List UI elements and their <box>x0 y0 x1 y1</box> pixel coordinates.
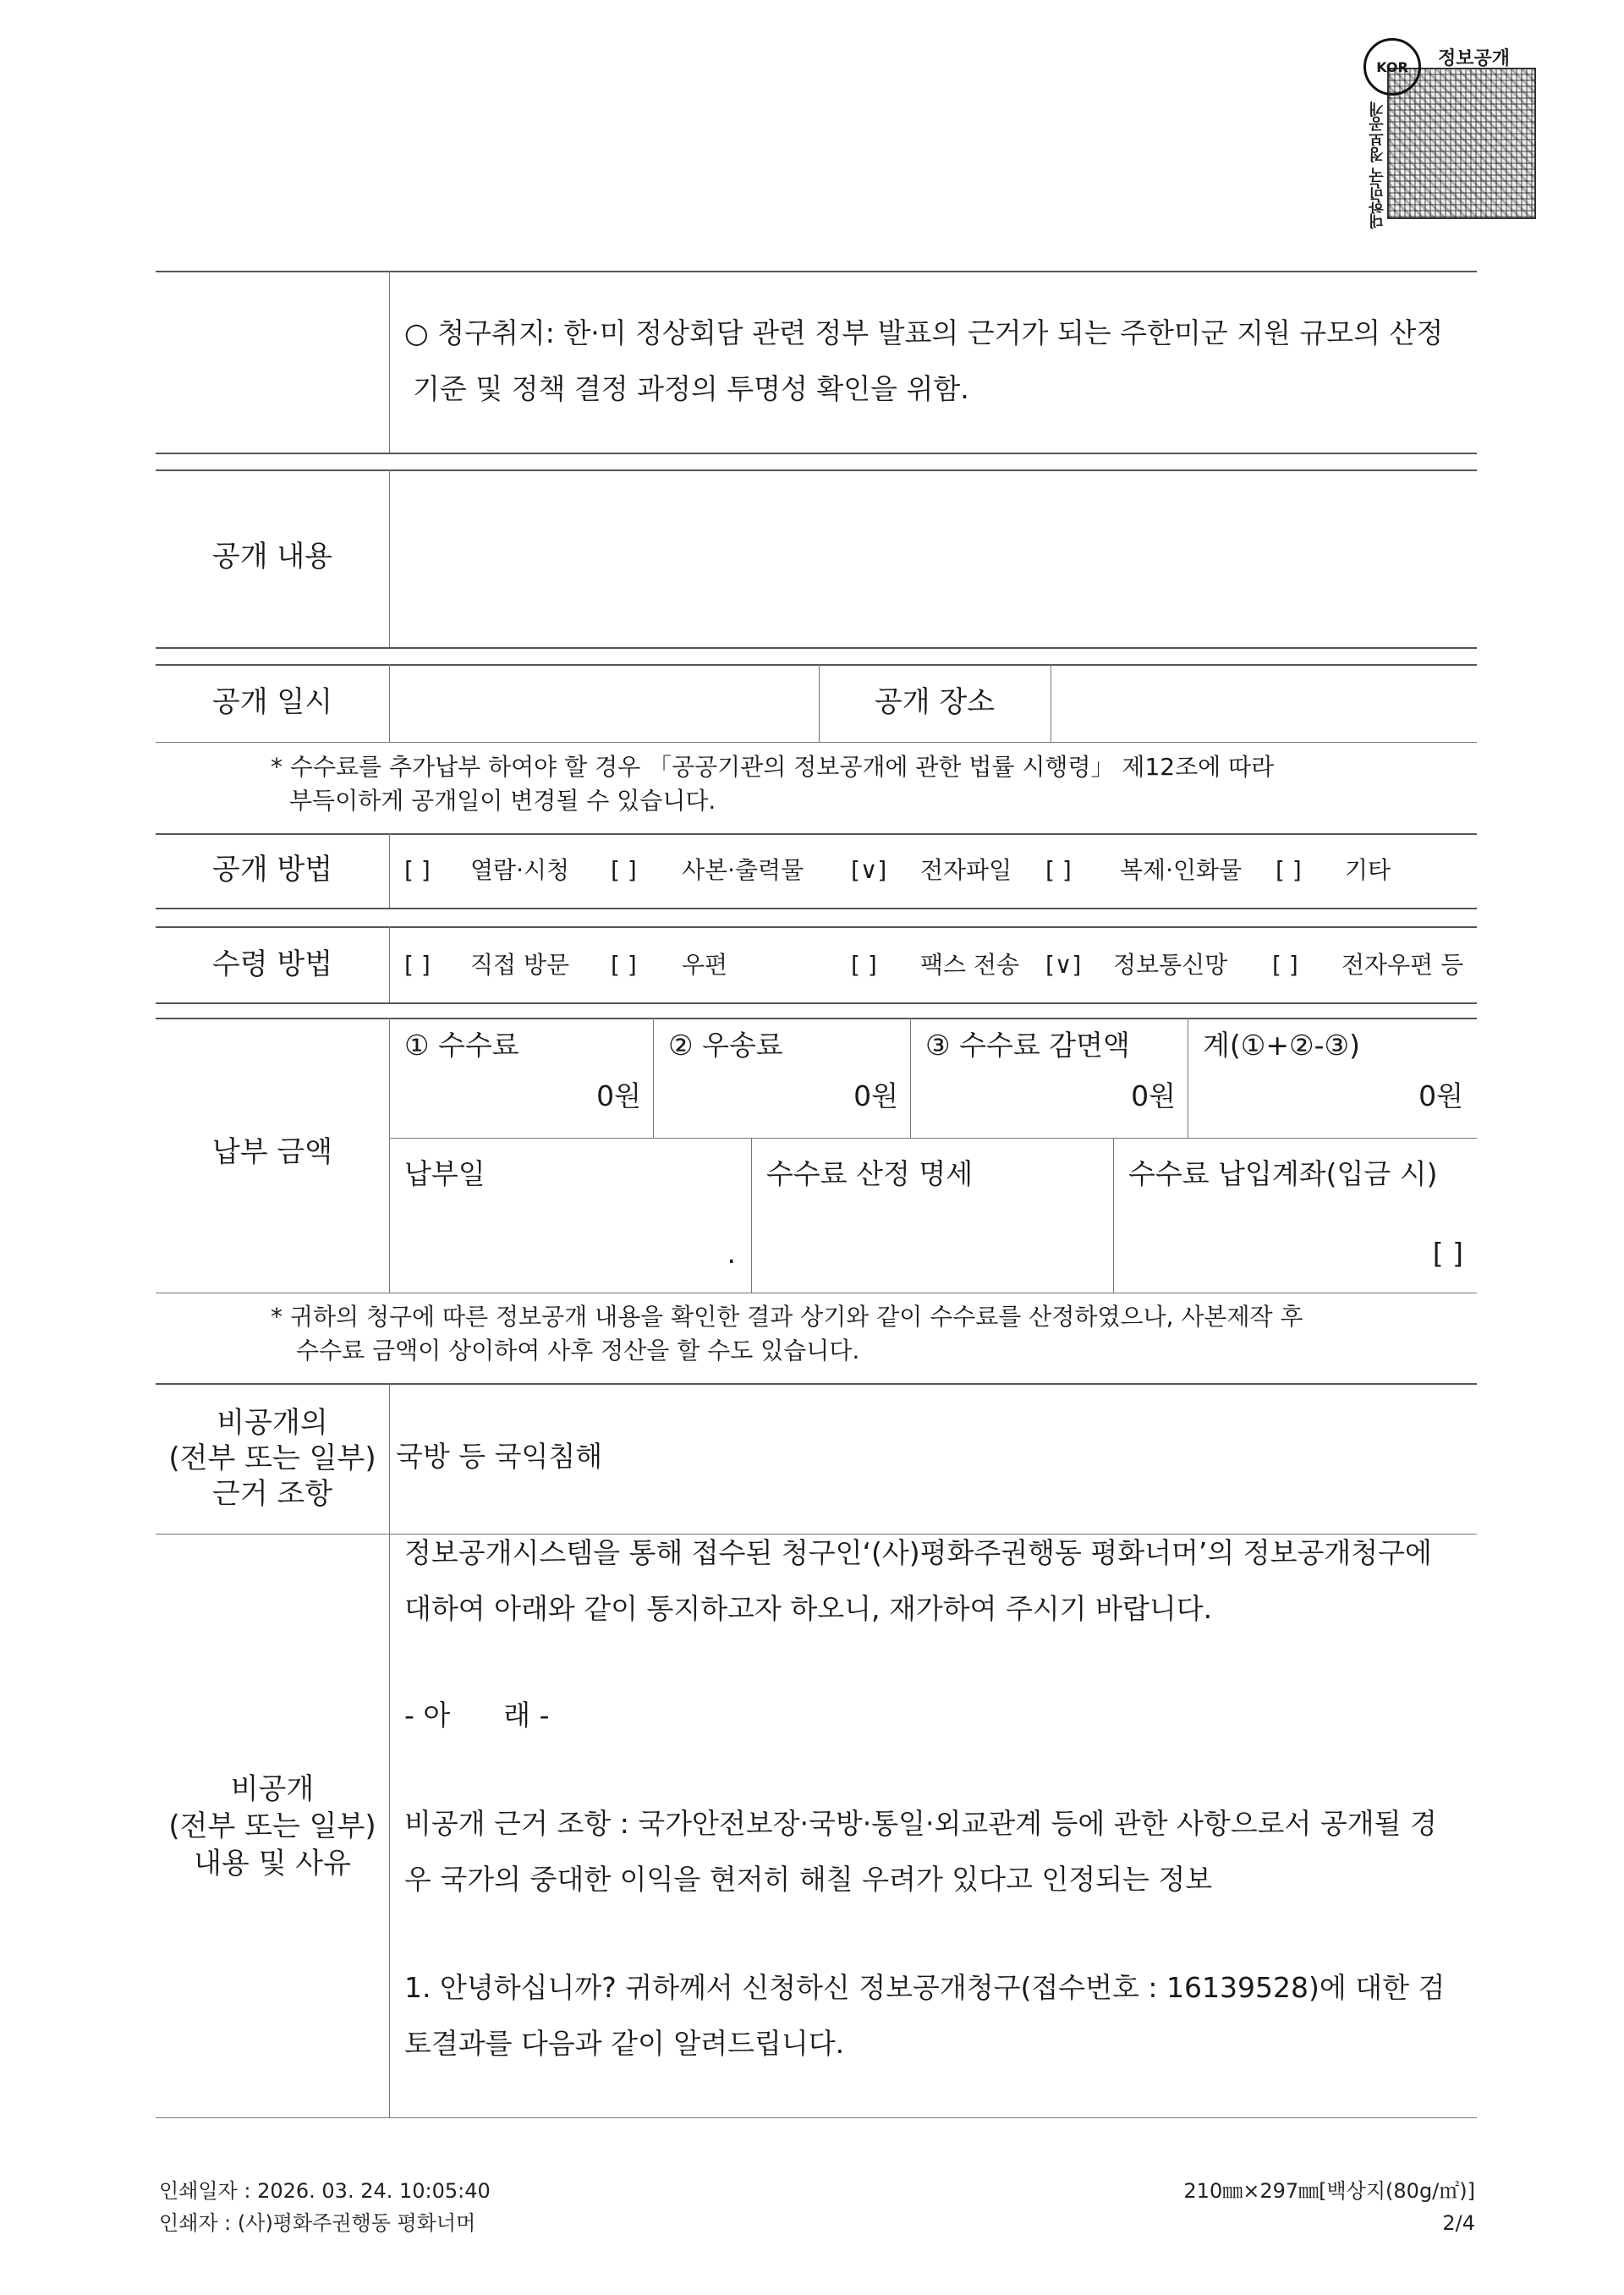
disclosure-method-label: 공개 방법 <box>211 853 333 887</box>
stamp-title: 정보공개 <box>1438 48 1511 69</box>
footer-paper-size: 210㎜×297㎜[백상지(80g/㎡)] <box>1183 2179 1475 2203</box>
checkbox-mark[interactable]: [ ] <box>611 856 637 884</box>
row-border <box>156 664 1477 666</box>
col-divider <box>751 1138 752 1293</box>
row-border <box>156 647 1477 649</box>
col-divider <box>1113 1138 1114 1293</box>
total-label: 계(①+②-③) <box>1203 1029 1360 1062</box>
purpose-line-1: ○ 청구취지: 한·미 정상회담 관련 정부 발표의 근거가 되는 주한미군 지원 규모의 산정 <box>404 316 1444 349</box>
row-border <box>156 1002 1477 1004</box>
col-divider <box>910 1018 911 1138</box>
stamp-vertical-text: 대한민국 정보공개 <box>1369 102 1386 229</box>
payment-date-value: . <box>727 1237 736 1270</box>
option-electronic-file: 전자파일 <box>920 856 1012 884</box>
reduction-value: 0원 <box>1131 1079 1176 1112</box>
col-divider <box>653 1018 654 1138</box>
checkbox-mark[interactable]: [ ] <box>1276 856 1302 884</box>
fee-detail-label: 수수료 산정 명세 <box>766 1157 974 1190</box>
payment-note-line-2: 수수료 금액이 상이하여 사후 정산을 할 수도 있습니다. <box>296 1337 860 1364</box>
reason-label-line-1: 비공개 <box>230 1772 315 1806</box>
option-copy: 사본·출력물 <box>682 856 804 884</box>
checkbox-mark[interactable]: [ ] <box>404 856 431 884</box>
table-top-border <box>156 271 1477 272</box>
basis-label-line-2: (전부 또는 일부) <box>168 1441 376 1475</box>
col-divider <box>389 1534 390 2117</box>
reason-p3-line-1: 1. 안녕하십니까? 귀하께서 신청하신 정보공개청구(접수번호 : 16139528)에 대한 검 <box>404 1971 1446 2004</box>
option-visit: 직접 방문 <box>470 951 570 979</box>
payment-label: 납부 금액 <box>211 1135 333 1169</box>
option-other: 기타 <box>1345 856 1391 884</box>
fee-label: ① 수수료 <box>404 1029 519 1062</box>
postage-label: ② 우송료 <box>668 1029 783 1062</box>
checkbox-mark[interactable]: [ ] <box>851 951 877 979</box>
reason-p2-line-1: 비공개 근거 조항 : 국가안전보장·국방·통일·외교관계 등에 관한 사항으로서 공개될 경 <box>404 1807 1437 1840</box>
row-border <box>156 833 1477 835</box>
option-network: 정보통신망 <box>1113 951 1228 979</box>
option-mail: 우편 <box>682 951 728 979</box>
checkbox-mark[interactable]: [∨] <box>1045 951 1082 979</box>
col-divider <box>389 926 390 1002</box>
checkbox-mark[interactable]: [ ] <box>611 951 637 979</box>
col-divider <box>389 664 390 742</box>
col-divider <box>389 1018 390 1293</box>
col-divider <box>389 271 390 453</box>
option-email: 전자우편 등 <box>1341 951 1464 979</box>
table-bottom-border <box>156 2117 1477 2118</box>
reduction-label: ③ 수수료 감면액 <box>925 1029 1130 1062</box>
reason-p1-line-2: 대하여 아래와 같이 통지하고자 하오니, 재가하여 주시기 바랍니다. <box>404 1592 1213 1625</box>
row-border <box>156 453 1477 454</box>
total-value: 0원 <box>1418 1079 1463 1112</box>
row-border <box>156 926 1477 928</box>
reason-label-line-3: 내용 및 사유 <box>194 1847 351 1880</box>
checkbox-mark[interactable]: [ ] <box>1272 951 1298 979</box>
checkbox-mark[interactable]: [ ] <box>1045 856 1072 884</box>
footer-printer: 인쇄자 : (사)평화주권행동 평화너머 <box>159 2211 476 2235</box>
option-reproduction: 복제·인화물 <box>1120 856 1243 884</box>
postage-value: 0원 <box>853 1079 898 1112</box>
kor-logo: KOR <box>1363 38 1421 96</box>
purpose-line-2: 기준 및 정책 결정 과정의 투명성 확인을 위함. <box>413 372 969 405</box>
checkbox-mark[interactable]: [∨] <box>851 856 887 884</box>
option-fax: 팩스 전송 <box>920 951 1020 979</box>
basis-value: 국방 등 국익침해 <box>396 1440 603 1473</box>
account-value: [ ] <box>1432 1237 1463 1270</box>
reason-heading: - 아 래 - <box>404 1699 550 1732</box>
receipt-method-label: 수령 방법 <box>211 947 333 981</box>
payment-subrow-border <box>389 1138 1477 1139</box>
reason-label-line-2: (전부 또는 일부) <box>168 1809 376 1843</box>
payment-note-line-1: * 귀하의 청구에 따른 정보공개 내용을 확인한 결과 상기와 같이 수수료를 산정하였으나, 사본제작 후 <box>271 1303 1303 1331</box>
footer-page-number: 2/4 <box>1442 2211 1475 2235</box>
qr-code <box>1387 68 1536 219</box>
row-border <box>156 742 1477 743</box>
row-border <box>156 469 1477 471</box>
row-border <box>156 908 1477 909</box>
fee-note-line-2: 부득이하게 공개일이 변경될 수 있습니다. <box>289 787 716 815</box>
basis-label-line-1: 비공개의 <box>217 1406 328 1440</box>
disclosure-place-label: 공개 장소 <box>874 685 996 719</box>
reason-p1-line-1: 정보공개시스템을 통해 접수된 청구인‘(사)평화주권행동 평화너머’의 정보공개청구에 <box>404 1536 1432 1569</box>
col-divider <box>389 833 390 908</box>
row-border <box>156 1383 1477 1385</box>
col-divider <box>389 1383 390 1534</box>
payment-date-label: 납부일 <box>404 1157 486 1190</box>
col-divider <box>389 469 390 647</box>
reason-p3-line-2: 토결과를 다음과 같이 알려드립니다. <box>404 2027 845 2060</box>
disclosure-content-label: 공개 내용 <box>211 540 333 574</box>
reason-p2-line-2: 우 국가의 중대한 이익을 현저히 해칠 우려가 있다고 인정되는 정보 <box>404 1863 1213 1896</box>
fee-value: 0원 <box>596 1079 641 1112</box>
checkbox-mark[interactable]: [ ] <box>404 951 431 979</box>
basis-label-line-3: 근거 조항 <box>211 1477 333 1511</box>
footer-print-date: 인쇄일자 : 2026. 03. 24. 10:05:40 <box>159 2179 491 2203</box>
account-label: 수수료 납입계좌(입금 시) <box>1128 1157 1438 1190</box>
disclosure-date-label: 공개 일시 <box>211 685 333 719</box>
option-viewing: 열람·시청 <box>470 856 570 884</box>
fee-note-line-1: * 수수료를 추가납부 하여야 할 경우 「공공기관의 정보공개에 관한 법률 시행령」 제12조에 따라 <box>271 753 1275 781</box>
row-border <box>156 1018 1477 1019</box>
